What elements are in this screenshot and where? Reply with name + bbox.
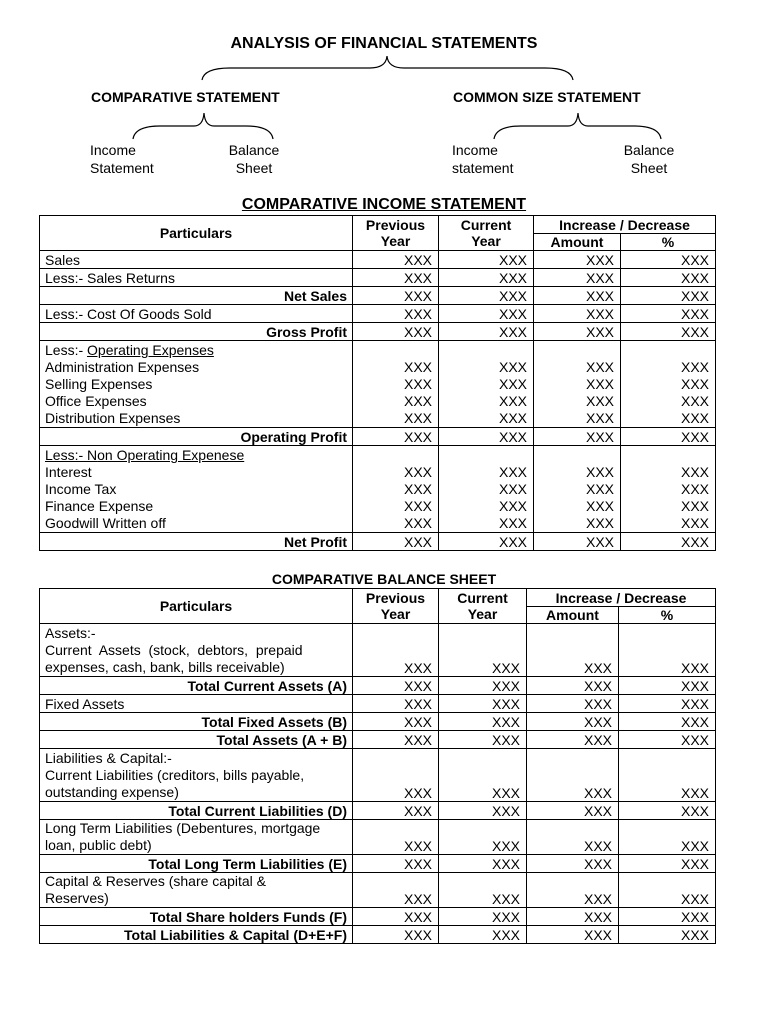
row-label: Net Profit [40,533,353,551]
table-row: Total Liabilities & Capital (D+E+F) XXX XXX XXX XXX [40,926,716,944]
row-label: Gross Profit [40,323,353,341]
row-label: Fixed Assets [40,695,353,713]
comp-balance-label: Balance Sheet [228,142,280,176]
table-row: Total Fixed Assets (B) XXX XXX XXX XXX [40,713,716,731]
row-label: Total Fixed Assets (B) [40,713,353,731]
row-label: Total Liabilities & Capital (D+E+F) [40,926,353,944]
current-liabilities-cell: Liabilities & Capital:- Current Liabilities (creditors, bills payable, outstanding expense) [40,749,353,802]
table-row: Total Current Liabilities (D) XXX XXX XXX XXX [40,802,716,820]
col-previous-year: Previous Year [353,216,439,251]
common-size-brace [494,113,661,139]
row-label: Less:- Cost Of Goods Sold [40,305,353,323]
comparative-statement-label: COMPARATIVE STATEMENT [91,89,280,105]
col-amount: Amount [534,234,621,251]
col-current-year: Current Year [439,216,534,251]
table-row: Less:- Sales Returns XXX XXX XXX XXX [40,269,716,287]
table-row: Long Term Liabilities (Debentures, mortgage loan, public debt) XXX XXX XXX XXX [40,820,716,855]
capital-reserves-cell: Capital & Reserves (share capital & Reserves) [40,873,353,908]
row-label: Net Sales [40,287,353,305]
col-percent: % [619,607,716,624]
row-label: Total Current Assets (A) [40,677,353,695]
cs-income-label: Income statement [452,142,514,176]
table-row: Sales XXX XXX XXX XXX [40,251,716,269]
table-row: Capital & Reserves (share capital & Reserves) XXX XXX XXX XXX [40,873,716,908]
comp-income-label: Income Statement [90,142,154,176]
row-label: Sales [40,251,353,269]
table-row: Less:- Cost Of Goods Sold XXX XXX XXX XXX [40,305,716,323]
row-label: Total Share holders Funds (F) [40,908,353,926]
balance-sheet-table [39,588,716,944]
common-size-statement-label: COMMON SIZE STATEMENT [453,89,641,105]
current-assets-cell: Assets:- Current Assets (stock, debtors, prepaid expenses, cash, bank, bills receivable) [40,624,353,677]
col-increase-decrease: Increase / Decrease [527,589,716,607]
comparative-brace [133,113,273,139]
col-current-year: Current Year [439,589,527,624]
table-row: Gross Profit XXX XXX XXX XXX [40,323,716,341]
table-row: Less:- Non Operating Expenese Interest Income Tax Finance Expense Goodwill Written off XXX XXX XXX XXX XXX XXX XXX XXX XXX XXX XXX XXX XXX XXX XXX XXX [40,446,716,533]
table-row: Assets:- Current Assets (stock, debtors, prepaid expenses, cash, bank, bills receivable) XXX XXX XXX XXX [40,624,716,677]
col-particulars: Particulars [40,216,353,251]
table-row: Total Long Term Liabilities (E) XXX XXX XXX XXX [40,855,716,873]
table-row: Operating Profit XXX XXX XXX XXX [40,428,716,446]
cs-balance-label: Balance Sheet [623,142,675,176]
col-previous-year: Previous Year [353,589,439,624]
row-label: Total Current Liabilities (D) [40,802,353,820]
table-row: Total Share holders Funds (F) XXX XXX XXX XXX [40,908,716,926]
row-label: Total Long Term Liabilities (E) [40,855,353,873]
col-increase-decrease: Increase / Decrease [534,216,716,234]
row-label: Operating Profit [40,428,353,446]
col-amount: Amount [527,607,619,624]
table-row: Net Sales XXX XXX XXX XXX [40,287,716,305]
row-label: Total Assets (A + B) [40,731,353,749]
balance-sheet-title: COMPARATIVE BALANCE SHEET [271,571,497,587]
page-title: ANALYSIS OF FINANCIAL STATEMENTS [230,35,538,52]
operating-expenses-cell: Less:- Operating Expenses Administration Expenses Selling Expenses Office Expenses Distribution Expenses [40,341,353,428]
row-label: Less:- Sales Returns [40,269,353,287]
table-row: Total Current Assets (A) XXX XXX XXX XXX [40,677,716,695]
table-row: Net Profit XXX XXX XXX XXX [40,533,716,551]
income-statement-table [39,215,716,551]
col-particulars: Particulars [40,589,353,624]
non-operating-expenses-cell: Less:- Non Operating Expenese Interest Income Tax Finance Expense Goodwill Written off [40,446,353,533]
long-term-liabilities-cell: Long Term Liabilities (Debentures, mortgage loan, public debt) [40,820,353,855]
col-percent: % [621,234,716,251]
table-row: Less:- Operating Expenses Administration Expenses Selling Expenses Office Expenses Distribution Expenses XXX XXX XXX XXX XXX XXX XXX XXX XXX XXX XXX XXX XXX XXX XXX XXX [40,341,716,428]
top-brace [202,56,573,80]
table-row: Total Assets (A + B) XXX XXX XXX XXX [40,731,716,749]
income-statement-title: COMPARATIVE INCOME STATEMENT [241,196,527,213]
table-row: Liabilities & Capital:- Current Liabilities (creditors, bills payable, outstanding expense) XXX XXX XXX XXX [40,749,716,802]
table-row: Fixed Assets XXX XXX XXX XXX [40,695,716,713]
